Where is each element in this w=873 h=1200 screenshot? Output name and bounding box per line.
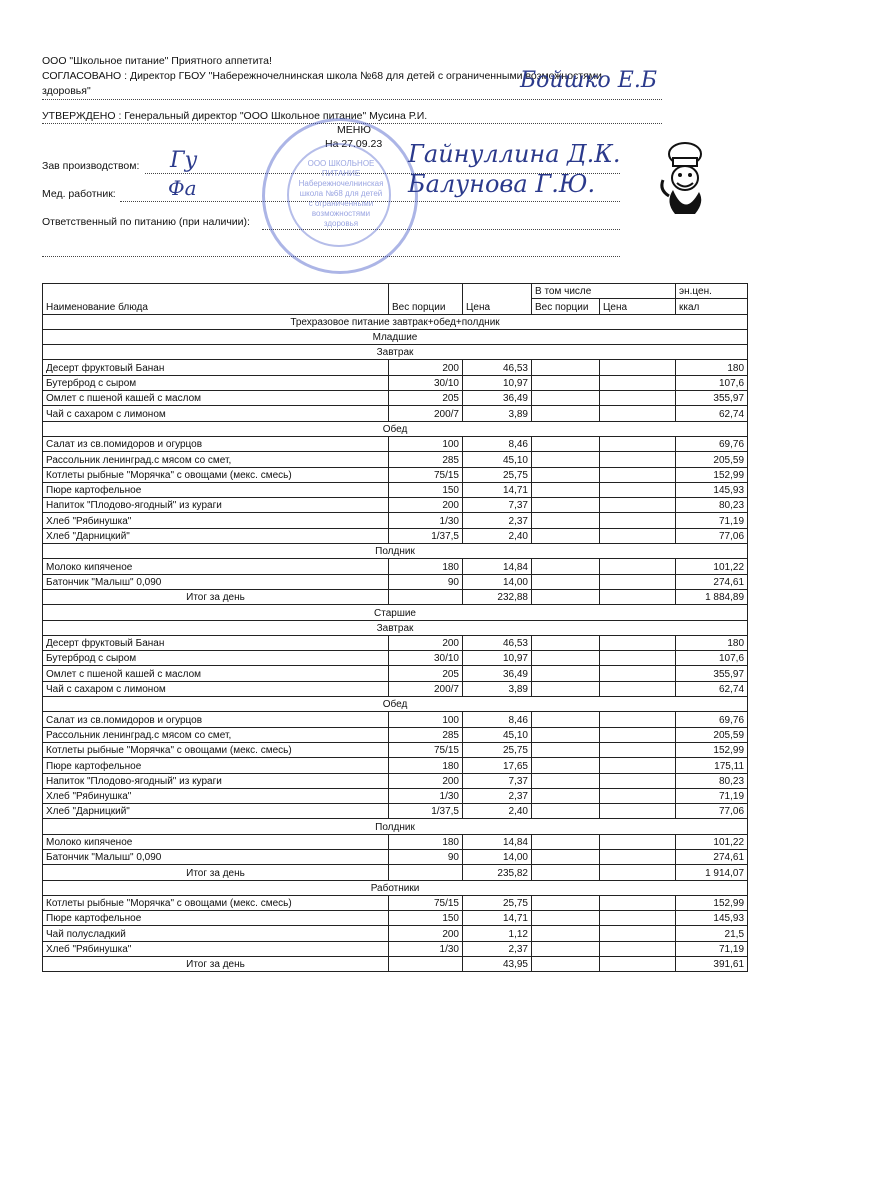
dish-weight: 1/37,5 — [389, 804, 463, 819]
sub-weight-cell — [532, 849, 600, 864]
dish-energy: 145,93 — [676, 911, 748, 926]
menu-table — [42, 283, 748, 972]
sub-price-cell — [600, 788, 676, 803]
meal-row — [43, 544, 748, 559]
sub-weight-cell — [532, 804, 600, 819]
sub-price-cell — [600, 574, 676, 589]
dish-weight: 200/7 — [389, 681, 463, 696]
meal-row — [43, 620, 748, 635]
sub-weight-cell — [532, 742, 600, 757]
sub-price-cell — [600, 758, 676, 773]
total-sub-price-cell — [600, 865, 676, 880]
production-initial-signature: Гу — [170, 148, 198, 173]
sub-price-cell — [600, 911, 676, 926]
total-energy: 391,61 — [676, 957, 748, 972]
dish-energy: 107,6 — [676, 375, 748, 390]
total-label: Итог за день — [43, 865, 389, 880]
dish-energy: 175,11 — [676, 758, 748, 773]
dish-price: 10,97 — [463, 375, 532, 390]
sub-price-cell — [600, 651, 676, 666]
table-row — [43, 574, 748, 589]
sub-weight-cell — [532, 651, 600, 666]
dish-weight: 100 — [389, 436, 463, 451]
total-sub-weight-cell — [532, 589, 600, 604]
dish-name: Хлеб "Рябинушка" — [43, 513, 389, 528]
sub-price-cell — [600, 528, 676, 543]
sub-price-cell — [600, 635, 676, 650]
dish-name: Напиток "Плодово-ягодный" из кураги — [43, 498, 389, 513]
dish-price: 14,84 — [463, 834, 532, 849]
meal-row-label: Полдник — [43, 544, 748, 559]
dish-energy: 69,76 — [676, 436, 748, 451]
dish-energy: 80,23 — [676, 773, 748, 788]
group-row — [43, 329, 748, 344]
table-row — [43, 834, 748, 849]
dish-price: 36,49 — [463, 666, 532, 681]
dish-weight: 205 — [389, 391, 463, 406]
dish-name: Рассольник ленинград.с мясом со смет, — [43, 727, 389, 742]
dish-price: 46,53 — [463, 360, 532, 375]
group-row — [43, 880, 748, 895]
total-sub-weight-cell — [532, 865, 600, 880]
dish-name: Чай с сахаром с лимоном — [43, 406, 389, 421]
total-sub-price-cell — [600, 957, 676, 972]
dish-price: 2,37 — [463, 788, 532, 803]
table-row — [43, 742, 748, 757]
dish-energy: 77,06 — [676, 528, 748, 543]
total-weight-cell — [389, 865, 463, 880]
sub-weight-cell — [532, 360, 600, 375]
dish-energy: 107,6 — [676, 651, 748, 666]
meal-row — [43, 421, 748, 436]
dish-name: Салат из св.помидоров и огурцов — [43, 712, 389, 727]
responsible-label: Ответственный по питанию (при наличии): — [42, 216, 250, 228]
total-price: 43,95 — [463, 957, 532, 972]
dish-weight: 75/15 — [389, 467, 463, 482]
dish-weight: 90 — [389, 574, 463, 589]
sub-price-cell — [600, 498, 676, 513]
table-row — [43, 911, 748, 926]
dish-price: 14,00 — [463, 574, 532, 589]
table-row — [43, 498, 748, 513]
total-weight-cell — [389, 957, 463, 972]
header-weight: Вес порции — [389, 284, 463, 315]
dish-energy: 77,06 — [676, 804, 748, 819]
dish-price: 45,10 — [463, 727, 532, 742]
dish-price: 2,37 — [463, 941, 532, 956]
dish-weight: 285 — [389, 727, 463, 742]
dish-name: Омлет с пшеной кашей с маслом — [43, 666, 389, 681]
dish-energy: 145,93 — [676, 482, 748, 497]
sub-weight-cell — [532, 498, 600, 513]
dish-energy: 152,99 — [676, 742, 748, 757]
dish-name: Котлеты рыбные "Морячка" с овощами (мекс. смесь) — [43, 467, 389, 482]
sub-weight-cell — [532, 391, 600, 406]
dish-price: 25,75 — [463, 742, 532, 757]
sub-weight-cell — [532, 926, 600, 941]
total-label: Итог за день — [43, 957, 389, 972]
dish-name: Салат из св.помидоров и огурцов — [43, 436, 389, 451]
table-row — [43, 482, 748, 497]
dish-weight: 1/37,5 — [389, 528, 463, 543]
dish-weight: 180 — [389, 559, 463, 574]
dish-name: Батончик "Малыш" 0,090 — [43, 849, 389, 864]
dish-energy: 152,99 — [676, 467, 748, 482]
total-row — [43, 589, 748, 604]
dish-weight: 200 — [389, 635, 463, 650]
dish-name: Чай полусладкий — [43, 926, 389, 941]
sub-weight-cell — [532, 758, 600, 773]
dish-weight: 1/30 — [389, 788, 463, 803]
dish-name: Омлет с пшеной кашей с маслом — [43, 391, 389, 406]
sub-price-cell — [600, 742, 676, 757]
table-row — [43, 513, 748, 528]
sub-price-cell — [600, 941, 676, 956]
header-energy: эн.цен. — [676, 284, 748, 299]
meal-row — [43, 345, 748, 360]
meal-row-label: Обед — [43, 421, 748, 436]
sub-price-cell — [600, 849, 676, 864]
dish-energy: 101,22 — [676, 834, 748, 849]
table-row — [43, 895, 748, 910]
header-sub-price: Цена — [600, 299, 676, 314]
dish-energy: 69,76 — [676, 712, 748, 727]
sub-weight-cell — [532, 467, 600, 482]
dish-weight: 100 — [389, 712, 463, 727]
dish-weight: 205 — [389, 666, 463, 681]
dish-name: Пюре картофельное — [43, 911, 389, 926]
dish-weight: 75/15 — [389, 742, 463, 757]
dish-price: 10,97 — [463, 651, 532, 666]
dish-price: 8,46 — [463, 712, 532, 727]
dish-energy: 21,5 — [676, 926, 748, 941]
org-line: ООО "Школьное питание" Приятного аппетита! — [42, 55, 272, 67]
table-row — [43, 391, 748, 406]
table-row — [43, 528, 748, 543]
dish-price: 7,37 — [463, 773, 532, 788]
group-row-label: Младшие — [43, 329, 748, 344]
dish-price: 14,71 — [463, 911, 532, 926]
dish-name: Чай с сахаром с лимоном — [43, 681, 389, 696]
sub-weight-cell — [532, 712, 600, 727]
sub-weight-cell — [532, 773, 600, 788]
total-energy: 1 914,07 — [676, 865, 748, 880]
table-row — [43, 788, 748, 803]
dish-name: Пюре картофельное — [43, 758, 389, 773]
group-row — [43, 605, 748, 620]
dish-name: Хлеб "Дарницкий" — [43, 528, 389, 543]
table-row — [43, 727, 748, 742]
dish-price: 14,00 — [463, 849, 532, 864]
table-row — [43, 773, 748, 788]
dish-energy: 180 — [676, 635, 748, 650]
dish-name: Котлеты рыбные "Морячка" с овощами (мекс. смесь) — [43, 742, 389, 757]
dish-weight: 75/15 — [389, 895, 463, 910]
total-price: 235,82 — [463, 865, 532, 880]
total-weight-cell — [389, 589, 463, 604]
dish-weight: 200/7 — [389, 406, 463, 421]
plan-row — [43, 314, 748, 329]
dish-name: Хлеб "Дарницкий" — [43, 804, 389, 819]
sub-weight-cell — [532, 574, 600, 589]
dish-name: Хлеб "Рябинушка" — [43, 941, 389, 956]
dish-weight: 90 — [389, 849, 463, 864]
dish-energy: 80,23 — [676, 498, 748, 513]
dish-energy: 205,59 — [676, 452, 748, 467]
dish-weight: 180 — [389, 758, 463, 773]
dish-price: 2,37 — [463, 513, 532, 528]
dish-price: 14,71 — [463, 482, 532, 497]
sub-weight-cell — [532, 681, 600, 696]
dish-price: 2,40 — [463, 528, 532, 543]
dotted-line — [42, 99, 662, 100]
dish-energy: 355,97 — [676, 391, 748, 406]
dish-energy: 152,99 — [676, 895, 748, 910]
meal-row-label: Полдник — [43, 819, 748, 834]
dish-name: Молоко кипяченое — [43, 559, 389, 574]
medic-initial-signature: Фа — [168, 176, 197, 200]
meal-row-label: Обед — [43, 697, 748, 712]
sub-weight-cell — [532, 911, 600, 926]
table-row — [43, 712, 748, 727]
dish-energy: 62,74 — [676, 406, 748, 421]
meal-row — [43, 697, 748, 712]
table-row — [43, 941, 748, 956]
dish-name: Котлеты рыбные "Морячка" с овощами (мекс. смесь) — [43, 895, 389, 910]
sub-price-cell — [600, 895, 676, 910]
dish-weight: 200 — [389, 360, 463, 375]
sub-weight-cell — [532, 482, 600, 497]
director-signature: Бойшко Е.Б — [520, 68, 658, 93]
table-row — [43, 926, 748, 941]
table-row — [43, 666, 748, 681]
sub-weight-cell — [532, 375, 600, 390]
dish-weight: 285 — [389, 452, 463, 467]
production-label: Зав производством: — [42, 160, 140, 172]
sub-weight-cell — [532, 406, 600, 421]
dish-weight: 200 — [389, 926, 463, 941]
total-energy: 1 884,89 — [676, 589, 748, 604]
total-row — [43, 865, 748, 880]
meal-row — [43, 819, 748, 834]
dish-name: Рассольник ленинград.с мясом со смет, — [43, 452, 389, 467]
total-label: Итог за день — [43, 589, 389, 604]
dish-price: 17,65 — [463, 758, 532, 773]
menu-date: На 27.09.23 — [325, 138, 383, 150]
total-price: 232,88 — [463, 589, 532, 604]
dish-name: Десерт фруктовый Банан — [43, 360, 389, 375]
sub-weight-cell — [532, 788, 600, 803]
sub-price-cell — [600, 712, 676, 727]
sub-price-cell — [600, 375, 676, 390]
dish-price: 45,10 — [463, 452, 532, 467]
medic-signature: Балунова Г.Ю. — [408, 170, 596, 198]
dish-energy: 274,61 — [676, 849, 748, 864]
sub-price-cell — [600, 467, 676, 482]
header-including: В том числе — [532, 284, 676, 299]
dish-weight: 200 — [389, 773, 463, 788]
dish-weight: 1/30 — [389, 513, 463, 528]
table-row — [43, 436, 748, 451]
round-seal: ООО ШКОЛЬНОЕ ПИТАНИЕ Набережночелнинская школа №68 для детей с ограниченными возможностями здоровья — [262, 118, 418, 274]
sub-price-cell — [600, 926, 676, 941]
table-row — [43, 758, 748, 773]
dish-price: 7,37 — [463, 498, 532, 513]
sub-price-cell — [600, 452, 676, 467]
header-kcal: ккал — [676, 299, 748, 314]
dish-weight: 1/30 — [389, 941, 463, 956]
dish-price: 25,75 — [463, 467, 532, 482]
table-row — [43, 360, 748, 375]
sub-weight-cell — [532, 895, 600, 910]
table-row — [43, 804, 748, 819]
table-row — [43, 635, 748, 650]
dish-name: Бутерброд с сыром — [43, 375, 389, 390]
dish-price: 3,89 — [463, 406, 532, 421]
meal-row-label: Завтрак — [43, 620, 748, 635]
sub-price-cell — [600, 482, 676, 497]
sub-weight-cell — [532, 452, 600, 467]
total-sub-weight-cell — [532, 957, 600, 972]
dish-energy: 274,61 — [676, 574, 748, 589]
sub-price-cell — [600, 360, 676, 375]
sub-price-cell — [600, 727, 676, 742]
chef-logo-icon — [655, 140, 715, 220]
sub-weight-cell — [532, 528, 600, 543]
table-header-row — [43, 284, 748, 299]
table-row — [43, 452, 748, 467]
dish-price: 36,49 — [463, 391, 532, 406]
sub-price-cell — [600, 666, 676, 681]
total-sub-price-cell — [600, 589, 676, 604]
meal-row-label: Завтрак — [43, 345, 748, 360]
sub-weight-cell — [532, 941, 600, 956]
sub-weight-cell — [532, 727, 600, 742]
dish-energy: 101,22 — [676, 559, 748, 574]
sub-price-cell — [600, 773, 676, 788]
table-row — [43, 406, 748, 421]
agreed-line-end: здоровья" — [42, 85, 91, 97]
sub-weight-cell — [532, 436, 600, 451]
dish-energy: 180 — [676, 360, 748, 375]
dish-name: Десерт фруктовый Банан — [43, 635, 389, 650]
dish-energy: 205,59 — [676, 727, 748, 742]
dish-price: 2,40 — [463, 804, 532, 819]
sub-price-cell — [600, 681, 676, 696]
dish-energy: 71,19 — [676, 513, 748, 528]
header-price: Цена — [463, 284, 532, 315]
sub-price-cell — [600, 436, 676, 451]
sub-price-cell — [600, 559, 676, 574]
sub-weight-cell — [532, 666, 600, 681]
sub-price-cell — [600, 804, 676, 819]
dish-weight: 30/10 — [389, 375, 463, 390]
table-row — [43, 375, 748, 390]
sub-weight-cell — [532, 559, 600, 574]
dish-weight: 200 — [389, 498, 463, 513]
menu-title: МЕНЮ — [337, 124, 371, 136]
medic-label: Мед. работник: — [42, 188, 116, 200]
total-row — [43, 957, 748, 972]
group-row-label: Старшие — [43, 605, 748, 620]
sub-weight-cell — [532, 635, 600, 650]
header-sub-weight: Вес порции — [532, 299, 600, 314]
agreed-line: СОГЛАСОВАНО : Директор ГБОУ "Набережночелнинская школа №68 для детей с ограниченными возможностями — [42, 70, 602, 82]
table-row — [43, 849, 748, 864]
dish-name: Напиток "Плодово-ягодный" из кураги — [43, 773, 389, 788]
dish-energy: 71,19 — [676, 788, 748, 803]
sub-price-cell — [600, 513, 676, 528]
dish-weight: 150 — [389, 482, 463, 497]
sub-price-cell — [600, 834, 676, 849]
table-row — [43, 651, 748, 666]
dish-name: Молоко кипяченое — [43, 834, 389, 849]
sub-price-cell — [600, 391, 676, 406]
header-dish-name: Наименование блюда — [43, 284, 389, 315]
dish-price: 46,53 — [463, 635, 532, 650]
table-row — [43, 559, 748, 574]
dish-price: 14,84 — [463, 559, 532, 574]
dish-name: Бутерброд с сыром — [43, 651, 389, 666]
dish-weight: 180 — [389, 834, 463, 849]
dish-energy: 62,74 — [676, 681, 748, 696]
dish-name: Батончик "Малыш" 0,090 — [43, 574, 389, 589]
dish-name: Пюре картофельное — [43, 482, 389, 497]
dish-price: 1,12 — [463, 926, 532, 941]
dish-weight: 150 — [389, 911, 463, 926]
plan-title: Трехразовое питание завтрак+обед+полдник — [43, 314, 748, 329]
dish-name: Хлеб "Рябинушка" — [43, 788, 389, 803]
dish-energy: 355,97 — [676, 666, 748, 681]
table-row — [43, 681, 748, 696]
sub-price-cell — [600, 406, 676, 421]
sub-weight-cell — [532, 513, 600, 528]
dish-price: 25,75 — [463, 895, 532, 910]
dish-energy: 71,19 — [676, 941, 748, 956]
sub-weight-cell — [532, 834, 600, 849]
table-row — [43, 467, 748, 482]
dish-price: 8,46 — [463, 436, 532, 451]
dish-weight: 30/10 — [389, 651, 463, 666]
group-row-label: Работники — [43, 880, 748, 895]
approved-line: УТВЕРЖДЕНО : Генеральный директор "ООО Школьное питание" Мусина Р.И. — [42, 110, 428, 122]
production-signature: Гайнуллина Д.К. — [408, 140, 621, 168]
dish-price: 3,89 — [463, 681, 532, 696]
